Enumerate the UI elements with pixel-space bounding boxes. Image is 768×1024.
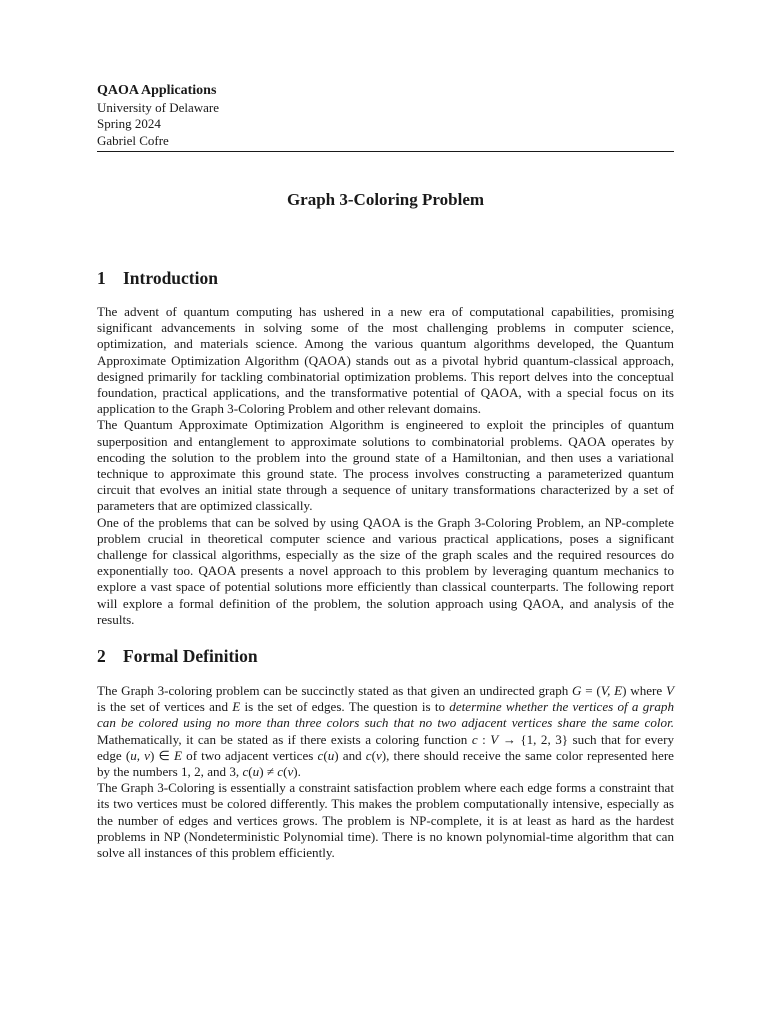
math-symbol: u (327, 747, 335, 763)
section-body-introduction (97, 304, 674, 628)
document-header (97, 83, 674, 149)
math-symbol: v (287, 764, 294, 780)
section-title: Introduction (123, 268, 218, 288)
text-run: ) ∈ (149, 747, 175, 763)
math-symbol: c (471, 731, 478, 747)
text-run: ( (323, 747, 328, 763)
paragraph (97, 683, 674, 780)
document-page (97, 83, 674, 861)
math-symbol: E (174, 747, 183, 763)
paragraph: The advent of quantum computing has ushered in a new era of computational capabilities, promising significant advancements in solving some of the most challenging problems in computer science, optimization, and materials science. Among the various quantum algorithms developed, the Quantum Approximate Optimization Algorithm (QAOA) stands out as a pivotal hybrid quantum-classical approach, designed primarily for tackling combinatorial optimization problems. This report delves into the conceptual foundation, practical applications, and the transformative potential of QAOA, with a special focus on its application to the Graph 3-Coloring Problem and other relevant domains. (97, 304, 674, 417)
math-symbol: u, v (130, 747, 150, 763)
text-run: : (477, 731, 491, 747)
text-run: ) where (622, 683, 666, 699)
author: Gabriel Cofre (97, 132, 169, 148)
math-symbol: c (365, 747, 372, 763)
text-run: = ( (581, 683, 601, 699)
text-run: ) and (334, 747, 366, 763)
text-run: → {1, 2, 3} such that for every edge ( (97, 731, 675, 763)
text-run: is the set of edges. The question is to (240, 699, 450, 715)
emphasized-question: determine whether the vertices of a graph can be colored using no more than three colors such that no two adjacent vertices share the same color. (97, 699, 674, 731)
document-title: Graph 3-Coloring Problem (286, 190, 485, 209)
section-number: 2 (97, 646, 106, 667)
paragraph: The Graph 3-Coloring is essentially a constraint satisfaction problem where each edge forms a constraint that its two vertices must be colored differently. This makes the problem computationally intensive, especially as the number of edges and vertices grows. The problem is NP-complete, it is at least as hard as the hardest problems in NP (Nondeterministic Polynomial time). There is no known polynomial-time algorithm that can solve all instances of this problem efficiently. (97, 780, 674, 861)
text-run: ). (293, 764, 301, 780)
section-title: Formal Definition (123, 646, 258, 667)
paragraph: The Quantum Approximate Optimization Algorithm is engineered to exploit the principles of quantum superposition and entanglement to approximate solutions to combinatorial problems. QAOA operates by encoding the solution to the problem into the ground state of a Hamiltonian, and then uses a variational technique to approximate this ground state. The process involves constructing a parameterized quantum circuit that evolves an initial state through a sequence of unitary transformations characterized by a set of parameters that are optimized classically. (97, 417, 674, 514)
paragraph: One of the problems that can be solved by using QAOA is the Graph 3-Coloring Problem, an NP-complete problem crucial in theoretical computer science and various practical applications, poses a significant challenge for classical algorithms, especially as the size of the graph scales and the required resources do exponentially too. QAOA presents a novel approach to this problem by leveraging quantum mechanics to explore a vast space of potential solutions more efficiently than classical counterparts. The following report will explore a formal definition of the problem, the solution approach using QAOA, and analysis of the results. (97, 514, 674, 627)
text-run: Mathematically, it can be stated as if there exists a coloring function (97, 731, 472, 747)
section-number: 1 (97, 268, 106, 288)
math-symbol: c (242, 764, 249, 780)
term: Spring 2024 (97, 116, 161, 131)
text-run: ), there should receive the same color represented here by the numbers 1, 2, and 3, (97, 747, 674, 780)
math-symbol: V (665, 683, 674, 699)
section-body-formal-definition (97, 683, 674, 861)
section-heading-formal-definition (97, 646, 674, 667)
text-run: is the set of vertices and (97, 699, 233, 715)
text-run: The Graph 3-coloring problem can be succinctly stated as that given an undirected graph (97, 683, 573, 699)
math-symbol: E (232, 699, 241, 715)
text-run: of two adjacent vertices (182, 747, 318, 763)
course-name: QAOA Applications (97, 83, 217, 98)
text-run: ) ≠ (259, 764, 278, 780)
math-symbol: V (490, 731, 499, 747)
math-symbol: c (317, 747, 324, 763)
math-symbol: u (252, 764, 260, 780)
header-rule (97, 151, 674, 152)
text-run: ( (371, 747, 376, 763)
math-symbol: V, E (600, 683, 623, 699)
text-run: ( (248, 764, 253, 780)
math-symbol: v (375, 747, 382, 763)
text-run: ( (283, 764, 288, 780)
math-symbol: G (572, 683, 582, 699)
math-symbol: c (277, 764, 284, 780)
institution: University of Delaware (97, 99, 220, 115)
section-heading-introduction (97, 268, 674, 289)
